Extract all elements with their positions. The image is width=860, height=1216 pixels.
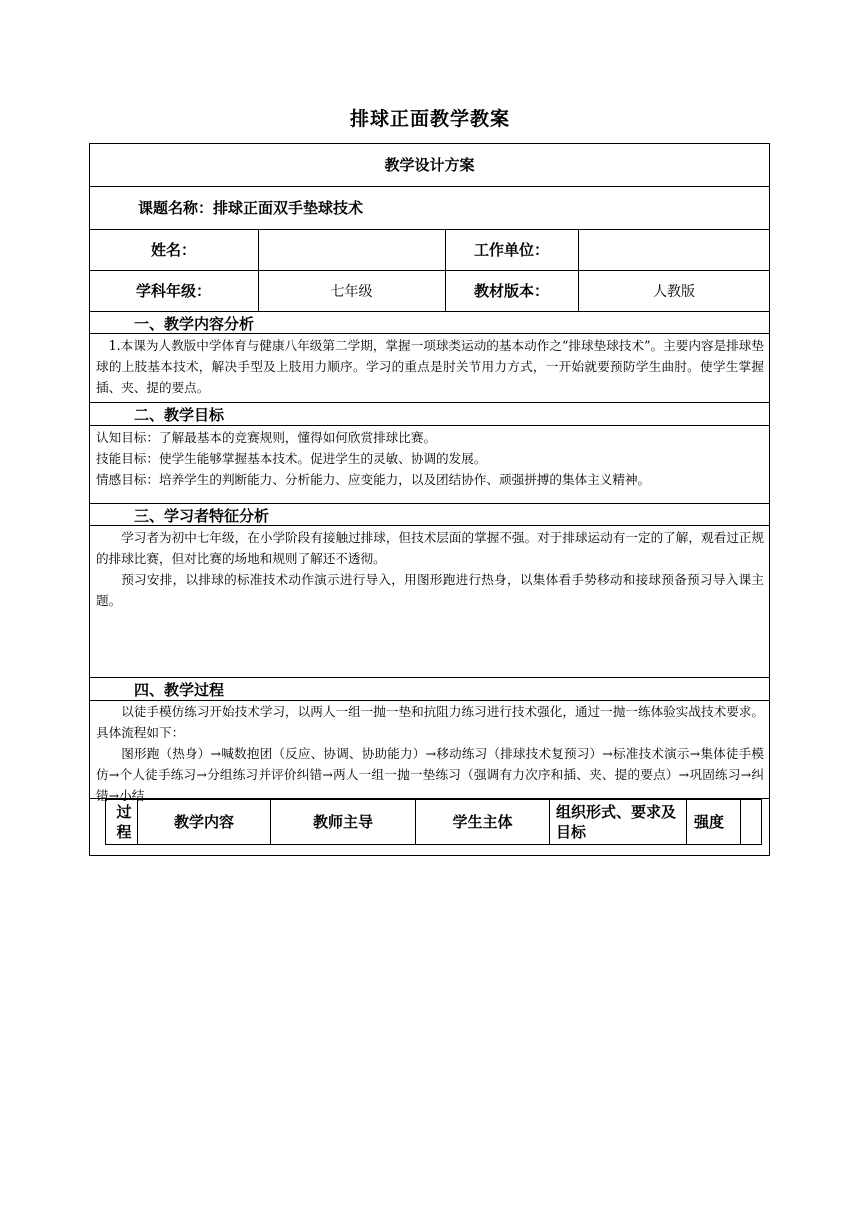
row-divider [89,402,770,403]
document-title: 排球正面教学教案 [349,108,510,130]
objective-skill: 技能目标：使学生能够掌握基本技术。促进学生的灵敏、协调的发展。 [96,451,487,466]
col-header-organization: 组织形式、要求及目标 [556,803,677,841]
process-paragraph: 以徒手模仿练习开始技术学习，以两人一组一抛一垫和抗阻力练习进行技术强化，通过一抛一练体验实战技术要求。具体流程如下： [96,704,764,740]
grade-value: 七年级 [330,283,373,300]
course-title: 课题名称：排球正面双手垫球技术 [138,199,364,217]
row-divider [89,677,770,678]
section-heading-content-analysis: 一、教学内容分析 [134,315,255,333]
objective-cognitive: 认知目标：了解最基本的竞赛规则，懂得如何欣赏排球比赛。 [96,430,437,445]
section-heading-process: 四、教学过程 [134,681,225,699]
name-value [258,229,445,270]
col-header-process: 过程 [116,803,132,841]
col-header-intensity: 强度 [694,813,725,831]
row-divider [89,425,770,426]
process-table [105,799,762,845]
unit-label: 工作单位： [473,241,549,259]
learners-text [96,527,764,611]
unit-value [578,229,770,270]
edition-label: 教材版本： [473,282,549,300]
column-divider [549,800,550,844]
col-header-teacher: 教师主导 [312,813,373,831]
row-divider [89,311,770,312]
learners-paragraph: 学习者为初中七年级，在小学阶段有接触过排球，但技术层面的掌握不强。对于排球运动有一定的了解，观看过正规的排球比赛，但对比赛的场地和规则了解还不透彻。 [96,530,764,566]
table-header: 教学设计方案 [384,156,475,174]
content-analysis-text: 1.本课为人教版中学体育与健康八年级第二学期，掌握一项球类运动的基本动作之“排球垫球技术”。主要内容是排球垫球的上肢基本技术，解决手型及上肢用力顺序。学习的重点是肘关节用力方式，一开始就要预防学生曲肘。使学生掌握插、夹、提的要点。 [96,338,764,395]
col-header-student: 学生主体 [452,813,513,831]
learners-paragraph: 预习安排，以排球的标准技术动作演示进行导入，用图形跑进行热身，以集体看手势移动和接球预备预习导入课主题。 [96,572,764,608]
col-header-content: 教学内容 [173,813,234,831]
edition-value: 人教版 [653,283,695,300]
column-divider [740,800,741,844]
grade-label: 学科年级： [135,282,211,300]
objective-affective: 情感目标：培养学生的判断能力、分析能力、应变能力，以及团结协作、顽强拼搏的集体主义精神。 [96,472,651,487]
section-heading-learners: 三、学习者特征分析 [134,507,270,525]
section-heading-objectives: 二、教学目标 [134,406,225,424]
column-divider [686,800,687,844]
objectives-list [96,427,764,490]
process-text [96,701,764,806]
name-label: 姓名： [150,241,196,259]
row-divider [89,503,770,504]
process-flow: 图形跑（热身）→喊数抱团（反应、协调、协助能力）→移动练习（排球技术复预习）→标准技术演示→集体徒手模仿→个人徒手练习→分组练习并评价纠错→两人一组一抛一垫练习（强调有力次序和插、夹、提的要点）→巩固练习→纠错→小结 [96,746,764,803]
